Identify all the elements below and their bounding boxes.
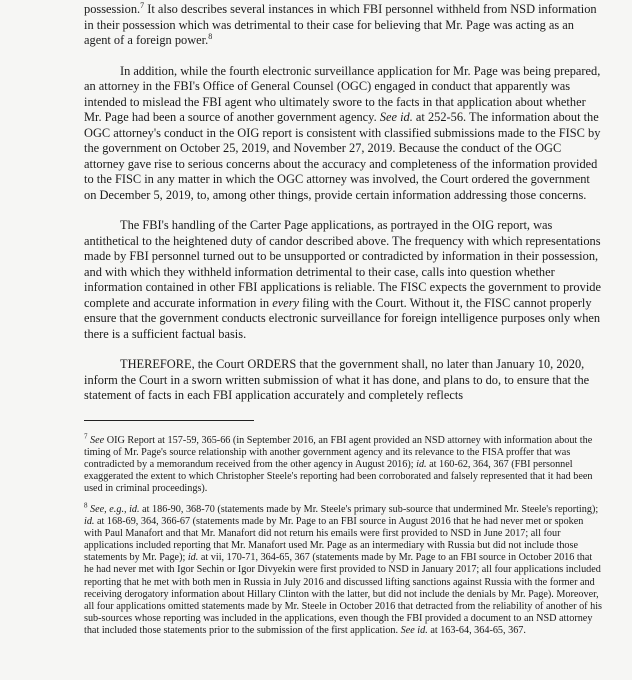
footnote-ref-7: 7	[140, 0, 145, 10]
footnote-text: OIG Report at 157-59, 365-66 (in September 2016, an FBI agent provided an NSD attorney with information about the timing of Mr. Page's source relationship with another government agency and its relevance to the FISA proffer that was contradicted by a memorandum received from the other agency in August 2016);	[84, 434, 593, 470]
citation: See	[90, 434, 105, 446]
footnote-text: at 163-64, 364-65, 367.	[427, 624, 526, 636]
paragraph-text: It also describes several instances in which FBI personnel withheld from NSD information in their possession which was detrimental to their case for believing that Mr. Page was acting as an agent of a foreign power.	[84, 2, 597, 47]
paragraph-court-orders	[84, 357, 602, 404]
paragraph-possession	[84, 2, 602, 49]
footnote-text: at 168-69, 364, 366-67 (statements made by Mr. Page to an FBI source in August 2016 that he had never met or spoken with Paul Manafort and that Mr. Manafort did not return his emails were first provided to NSD in June 2017; all four applications included reporting that Mr. Manafort used Mr. Page as an intermediary with Russia but did not include those statements by Mr. Page);	[84, 516, 584, 564]
citation: See id.	[379, 110, 413, 124]
footnote-7	[84, 432, 602, 495]
paragraph-text: The FBI's handling of the Carter Page applications, as portrayed in the OIG report, was antithetical to the heightened duty of candor described above. The frequency with which representations made by FBI personnel turned out to be unsupported or contradicted by information in their possession, and with which they withheld information detrimental to their case, calls into question whether information contained in other FBI applications is reliable. The FISC expects the government to provide complete and accurate information in	[84, 218, 601, 310]
citation: id.	[187, 552, 199, 564]
paragraph-text: THEREFORE, the Court ORDERS that the government shall, no later than January 10, 2020, inform the Court in a sworn written submission of what it has done, and plans to do, to ensure that the statement of facts in each FBI application accurately and completely reflects	[84, 357, 590, 402]
citation: id.	[84, 516, 95, 528]
paragraph-text: at 252-56. The information about the OGC attorney's conduct in the OIG report is consistent with classified submissions made to the FISC by the government on October 25, 2019, and November 27, 2019. Because the conduct of the OGC attorney gave rise to serious concerns about the accuracy and completeness of the information provided to the FISC in any matter in which the OGC attorney was involved, the Court ordered the government on December 5, 2019, to, among other things, provide certain information addressing those concerns.	[84, 110, 601, 202]
footnote-ref-8: 8	[208, 31, 213, 41]
footnote-text: at 160-62, 364, 367 (FBI personnel exaggerated the extent to which Christopher Steele's reporting had been corroborated and falsely represented that it had been used in criminal proceedings).	[84, 458, 593, 494]
footnote-8	[84, 501, 602, 637]
footnote-text: at 186-90, 368-70 (statements made by Mr. Steele's primary sub-source that undermined Mr. Steele's reporting);	[139, 503, 599, 515]
paragraph-text: possession.	[84, 2, 141, 16]
footnote-divider	[84, 420, 254, 421]
citation: See id.	[400, 624, 428, 636]
paragraph-carter-page-handling	[84, 218, 602, 342]
paragraph-ogc-attorney	[84, 64, 602, 204]
citation: id.	[416, 458, 427, 470]
footnote-number: 7	[84, 432, 88, 441]
citation: See, e.g., id.	[90, 503, 140, 515]
paragraph-text: In addition, while the fourth electronic surveillance application for Mr. Page was being prepared, an attorney in the FBI's Office of General Counsel (OGC) engaged in conduct that apparently was intended to mislead the FBI agent who ultimately swore to the facts in that application about whether Mr. Page had been a source of another government agency.	[84, 63, 601, 124]
footnote-number: 8	[84, 501, 88, 510]
footnote-text: at vii, 170-71, 364-65, 367 (statements made by Mr. Page to an FBI source in October 2016 that he had never met with Igor Sechin or Igor Divyekin were first provided to NSD in January 2017; all four applications included reporting that he met with both men in Russia in July 2016 and discussed lifting sanctions against Russia with the former and receiving derogatory information about Hillary Clinton with the latter, but did not include the denials by Mr. Page). Moreover, all four applications omitted statements made by Mr. Steele in October 2016 that detracted from the reliability of another of his sub-sources whose reporting was included in the applications, even though the FBI provided a document to an NSD attorney that included those statements prior to the submission of the first application.	[84, 552, 602, 636]
paragraph-text: filing with the Court. Without it, the FISC cannot properly ensure that the government conducts electronic surveillance for foreign intelligence purposes only when there is a sufficient factual basis.	[84, 295, 601, 341]
emphasis: every	[272, 295, 300, 310]
